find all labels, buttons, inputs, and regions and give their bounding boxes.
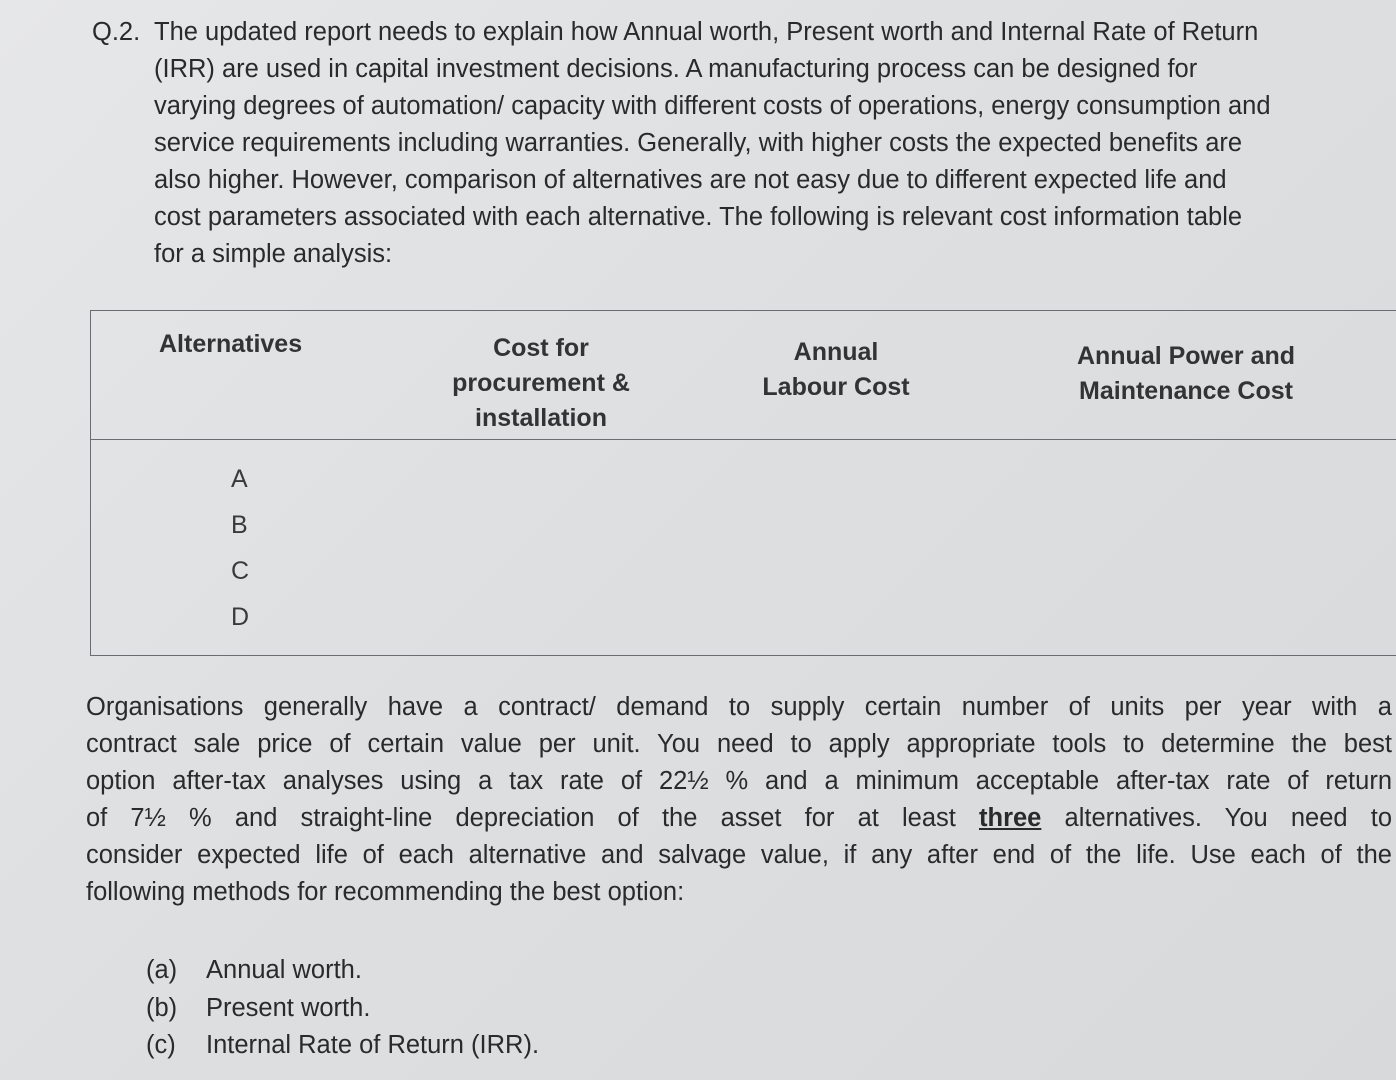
question-number: Q.2. [92,18,141,46]
header-power-maintenance-cost: Annual Power and Maintenance Cost [1076,342,1296,405]
question-line-3: varying degrees of automation/ capacity with different costs of operations, energy consumption and [154,92,1271,120]
emphasis-three: three [979,804,1042,832]
header-alternatives: Alternatives [159,330,303,358]
table-row-c: C [231,557,250,585]
question-line-7: for a simple analysis: [154,240,393,268]
header-procurement-cost: Cost for procurement & installation [452,334,630,432]
paragraph-line-1: Organisations generally have a contract/ demand to supply certain number of units per year with a [86,693,1392,721]
question-line-1: Q.2. The updated report needs to explain how Annual worth, Present worth and Internal Rate of Return [92,14,1396,51]
table-row-b: B [231,511,248,539]
methods-list [146,952,539,1065]
list-item: (c) Internal Rate of Return (IRR). [146,1031,540,1059]
instructions-paragraph [86,689,1392,911]
paragraph-line-3: option after-tax analyses using a tax rate of 22½ % and a minimum acceptable after-tax rate of return [86,767,1392,795]
question-block [92,14,1396,273]
paragraph-line-6: following methods for recommending the best option: [86,878,685,906]
question-line-5: also higher. However, comparison of alternatives are not easy due to different expected life and [154,166,1227,194]
question-line-2: (IRR) are used in capital investment decisions. A manufacturing process can be designed for [154,55,1198,83]
header-annual-labour-cost: Annual Labour Cost [762,338,910,401]
table-row-d: D [231,603,250,631]
cost-information-table [90,310,1396,656]
paragraph-line-4: of 7½ % and straight-line depreciation of the asset for at least three alternatives. You need to [86,804,1392,832]
question-line-6: cost parameters associated with each alternative. The following is relevant cost information table [154,203,1243,231]
list-item: (a) Annual worth. [146,956,362,984]
paragraph-line-2: contract sale price of certain value per unit. You need to apply appropriate tools to determine the best [86,730,1392,758]
paragraph-line-5: consider expected life of each alternative and salvage value, if any after end of the life. Use each of the [86,841,1392,869]
table-row-a: A [231,465,248,493]
list-item: (b) Present worth. [146,993,371,1022]
question-line-4: service requirements including warranties. Generally, with higher costs the expected benefits are [154,129,1243,157]
table-header-row [91,311,1396,440]
